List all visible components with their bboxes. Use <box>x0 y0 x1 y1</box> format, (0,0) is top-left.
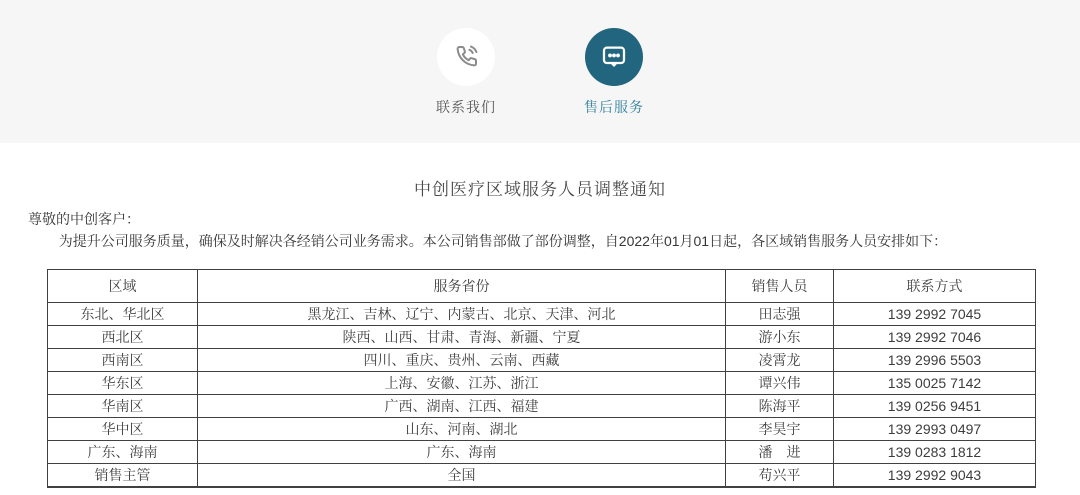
column-header-3: 联系方式 <box>834 270 1036 303</box>
region-cell: 西南区 <box>48 349 198 372</box>
provinces-cell: 广西、湖南、江西、福建 <box>198 395 726 418</box>
phone-icon[interactable] <box>437 28 495 86</box>
phone-cell: 139 2992 7046 <box>834 326 1036 349</box>
phone-cell: 139 2992 7045 <box>834 303 1036 326</box>
person-cell: 田志强 <box>726 303 834 326</box>
service-table-body <box>48 303 1036 487</box>
table-row <box>48 464 1036 487</box>
phone-cell: 139 2993 0497 <box>834 418 1036 441</box>
region-cell: 西北区 <box>48 326 198 349</box>
provinces-cell: 广东、海南 <box>198 441 726 464</box>
notice-body: 为提升公司服务质量，确保及时解决各经销公司业务需求。本公司销售部做了部份调整，自2022年01月01日起，各区域销售服务人员安排如下： <box>58 233 948 249</box>
service-table <box>47 269 1036 488</box>
provinces-cell: 全国 <box>198 464 726 487</box>
tab-contact-us-label[interactable]: 联系我们 <box>436 99 496 115</box>
tab-contact-us[interactable] <box>436 28 496 117</box>
person-cell: 潘 进 <box>726 441 834 464</box>
table-row <box>48 372 1036 395</box>
page-title: 中创医疗区域服务人员调整通知 <box>414 180 666 199</box>
phone-cell: 139 0256 9451 <box>834 395 1036 418</box>
table-row <box>48 441 1036 464</box>
table-row <box>48 349 1036 372</box>
region-cell: 销售主管 <box>48 464 198 487</box>
person-cell: 李昊宇 <box>726 418 834 441</box>
person-cell: 陈海平 <box>726 395 834 418</box>
person-cell: 谭兴伟 <box>726 372 834 395</box>
region-cell: 广东、海南 <box>48 441 198 464</box>
provinces-cell: 陕西、山西、甘肃、青海、新疆、宁夏 <box>198 326 726 349</box>
notice-salutation: 尊敬的中创客户： <box>28 211 140 227</box>
provinces-cell: 四川、重庆、贵州、云南、西藏 <box>198 349 726 372</box>
tab-after-sales-label[interactable]: 售后服务 <box>584 99 644 115</box>
table-row <box>48 303 1036 326</box>
service-table-header <box>48 270 1036 303</box>
phone-cell: 139 2992 9043 <box>834 464 1036 487</box>
region-cell: 华东区 <box>48 372 198 395</box>
person-cell: 苟兴平 <box>726 464 834 487</box>
region-cell: 华中区 <box>48 418 198 441</box>
column-header-0: 区域 <box>48 270 198 303</box>
tab-after-sales[interactable] <box>584 28 644 117</box>
region-cell: 东北、华北区 <box>48 303 198 326</box>
table-row <box>48 395 1036 418</box>
column-header-1: 服务省份 <box>198 270 726 303</box>
region-cell: 华南区 <box>48 395 198 418</box>
person-cell: 游小东 <box>726 326 834 349</box>
column-header-2: 销售人员 <box>726 270 834 303</box>
top-tab-bar <box>0 0 1080 143</box>
provinces-cell: 上海、安徽、江苏、浙江 <box>198 372 726 395</box>
phone-cell: 139 2996 5503 <box>834 349 1036 372</box>
table-row <box>48 326 1036 349</box>
phone-cell: 139 0283 1812 <box>834 441 1036 464</box>
phone-cell: 135 0025 7142 <box>834 372 1036 395</box>
provinces-cell: 黑龙江、吉林、辽宁、内蒙古、北京、天津、河北 <box>198 303 726 326</box>
chat-bubble-icon[interactable] <box>585 28 643 86</box>
table-row <box>48 418 1036 441</box>
person-cell: 凌霄龙 <box>726 349 834 372</box>
provinces-cell: 山东、河南、湖北 <box>198 418 726 441</box>
